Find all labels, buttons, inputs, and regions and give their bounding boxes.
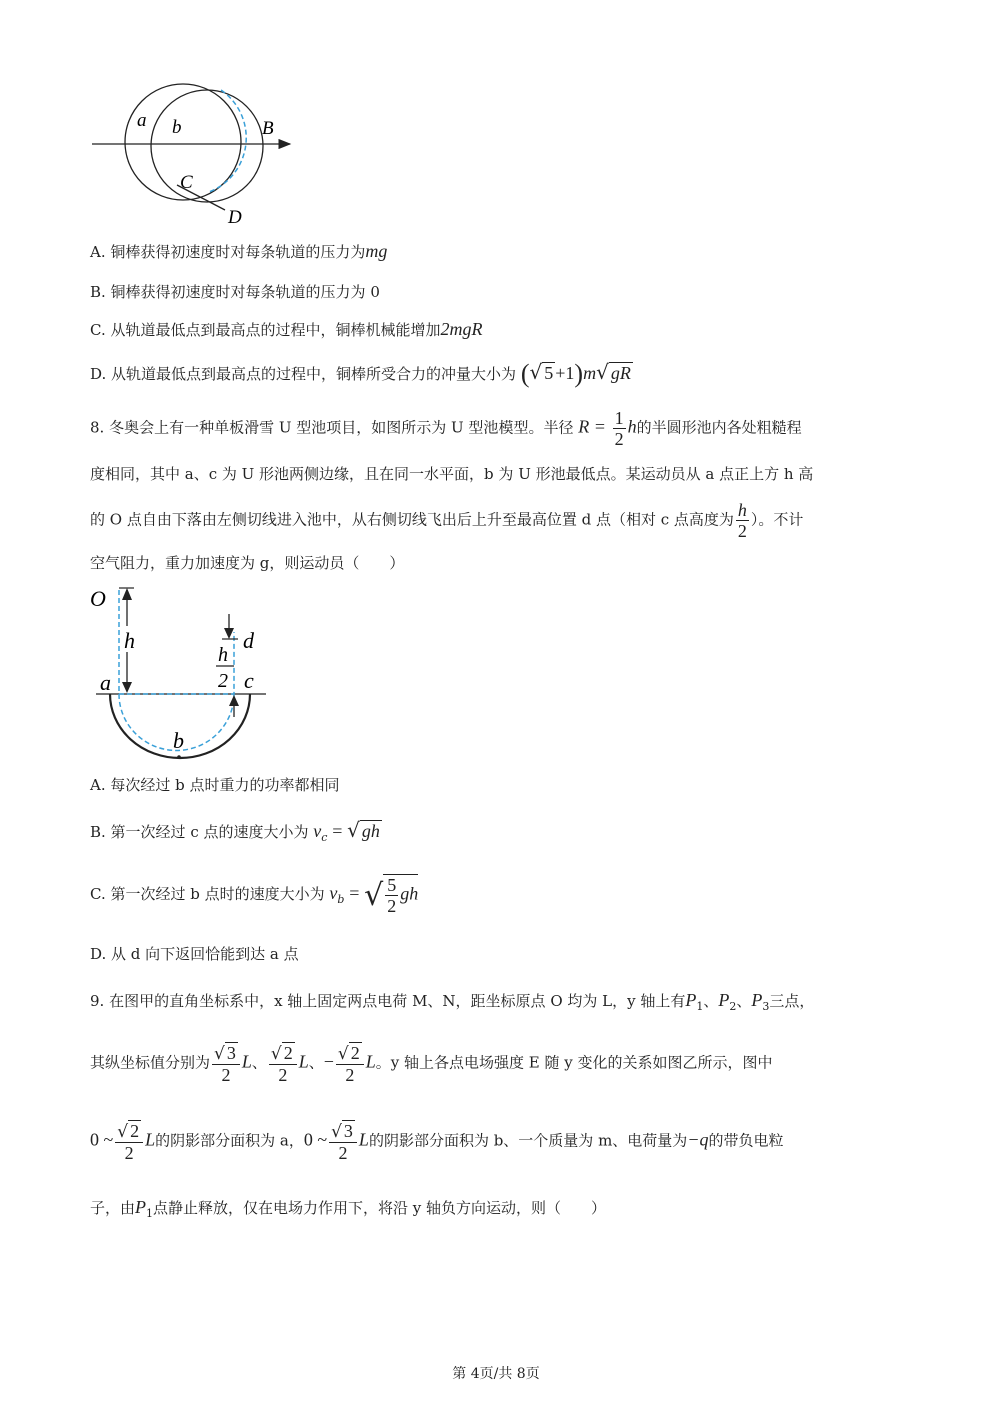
label-O: O bbox=[90, 586, 106, 611]
q8-line-1: 8. 冬奥会上有一种单板滑雪 U 型池项目，如图所示为 U 型池模型。半径 R = $\frac{1}{2}$ h的半圆形池内各处粗糙程 bbox=[90, 408, 802, 449]
fraction-sqrt3-over-2: $\frac{√ 3}{2}$ bbox=[212, 1042, 240, 1085]
label-h-num: h bbox=[218, 644, 228, 666]
q9-line-4: 子，由$P_1$点静止释放，仅在电场力作用下，将沿 y 轴负方向运动，则（ ） bbox=[90, 1197, 607, 1220]
trajectory-dashed bbox=[119, 590, 234, 750]
q7-option-c: C. 从轨道最低点到最高点的过程中，铜棒机械能增加2mgR bbox=[90, 319, 483, 339]
q8-option-b: B. 第一次经过 c 点的速度大小为 $v_c$ = √ gh bbox=[90, 818, 380, 844]
q9-line-1: 9. 在图甲的直角坐标系中，x 轴上固定两点电荷 M、N，距坐标原点 O 均为 L，y 轴上有$P_1$、$P_2$、$P_3$三点， bbox=[90, 990, 815, 1013]
point-b bbox=[177, 755, 181, 759]
label-h: h bbox=[124, 628, 135, 653]
q9-line-2: 其纵坐标值分别为 $\frac{√ 3}{2}$ L、 $\frac{√ 2}{2}$ L、− $\frac{√ 2}{2}$ L。y 轴上各点电场强度 E 随 y 变化的关系如图乙所示，图中 bbox=[90, 1043, 773, 1085]
q8-option-a: A. 每次经过 b 点时重力的功率都相同 bbox=[90, 776, 340, 794]
label-h-den: 2 bbox=[218, 670, 228, 692]
q7-option-b: B. 铜棒获得初速度时对每条轨道的压力为 0 bbox=[90, 283, 380, 301]
q8-option-d: D. 从 d 向下返回恰能到达 a 点 bbox=[90, 945, 299, 963]
fraction-5-over-2: $\frac{5}{2}$ bbox=[387, 875, 397, 916]
fraction-h-over-2: $\frac{h}{2}$ bbox=[737, 500, 747, 541]
label-D: D bbox=[228, 207, 242, 228]
label-C: C bbox=[180, 172, 193, 193]
q8-line-2: 度相同，其中 a、c 为 U 形池两侧边缘，且在同一水平面，b 为 U 形池最低点。某运动员从 a 点正上方 h 高 bbox=[90, 465, 814, 483]
label-b: b bbox=[172, 117, 182, 138]
fraction-half: $\frac{1}{2}$ bbox=[614, 408, 624, 449]
paren-close: ) bbox=[574, 359, 584, 388]
q7-option-a: A. 铜棒获得初速度时对每条轨道的压力为mg bbox=[90, 241, 388, 261]
label-a: a bbox=[100, 670, 111, 695]
label-b: b bbox=[173, 728, 184, 753]
label-c: c bbox=[244, 668, 254, 693]
page-number: 第 4页/共 8页 bbox=[452, 1366, 540, 1382]
q9-line-3: 0 ~ $\frac{√ 2}{2}$ L的阴影部分面积为 a，0 ~ $\frac{√ 3}{2}$ L的阴影部分面积为 b、一个质量为 m、电荷量为−q的带负电粒 bbox=[90, 1121, 784, 1163]
paren-open: ( bbox=[520, 359, 530, 388]
q8-line-4: 空气阻力，重力加速度为 g，则运动员（ ） bbox=[90, 554, 405, 572]
q8-line-3: 的 O 点自由下落由左侧切线进入池中，从右侧切线飞出后上升至最高位置 d 点（相对 c 点高度为 $\frac{h}{2}$ ）。不计 bbox=[90, 500, 804, 541]
q7-option-d: D. 从轨道最低点到最高点的过程中，铜棒所受合力的冲量大小为 (√ 5 +1)m√ gR bbox=[90, 359, 631, 388]
figure-u-pool bbox=[88, 582, 273, 762]
fraction-sqrt2-over-2: $\frac{√ 2}{2}$ bbox=[269, 1042, 297, 1085]
label-B: B bbox=[262, 118, 274, 139]
figure-rail-circles bbox=[85, 80, 305, 230]
label-a: a bbox=[137, 110, 147, 131]
fraction-neg-sqrt2-over-2: $\frac{√ 2}{2}$ bbox=[336, 1042, 364, 1085]
label-d: d bbox=[243, 628, 254, 653]
q8-option-c: C. 第一次经过 b 点时的速度大小为 $v_b$ = √ $\frac{5}{2}$ gh bbox=[90, 875, 419, 916]
